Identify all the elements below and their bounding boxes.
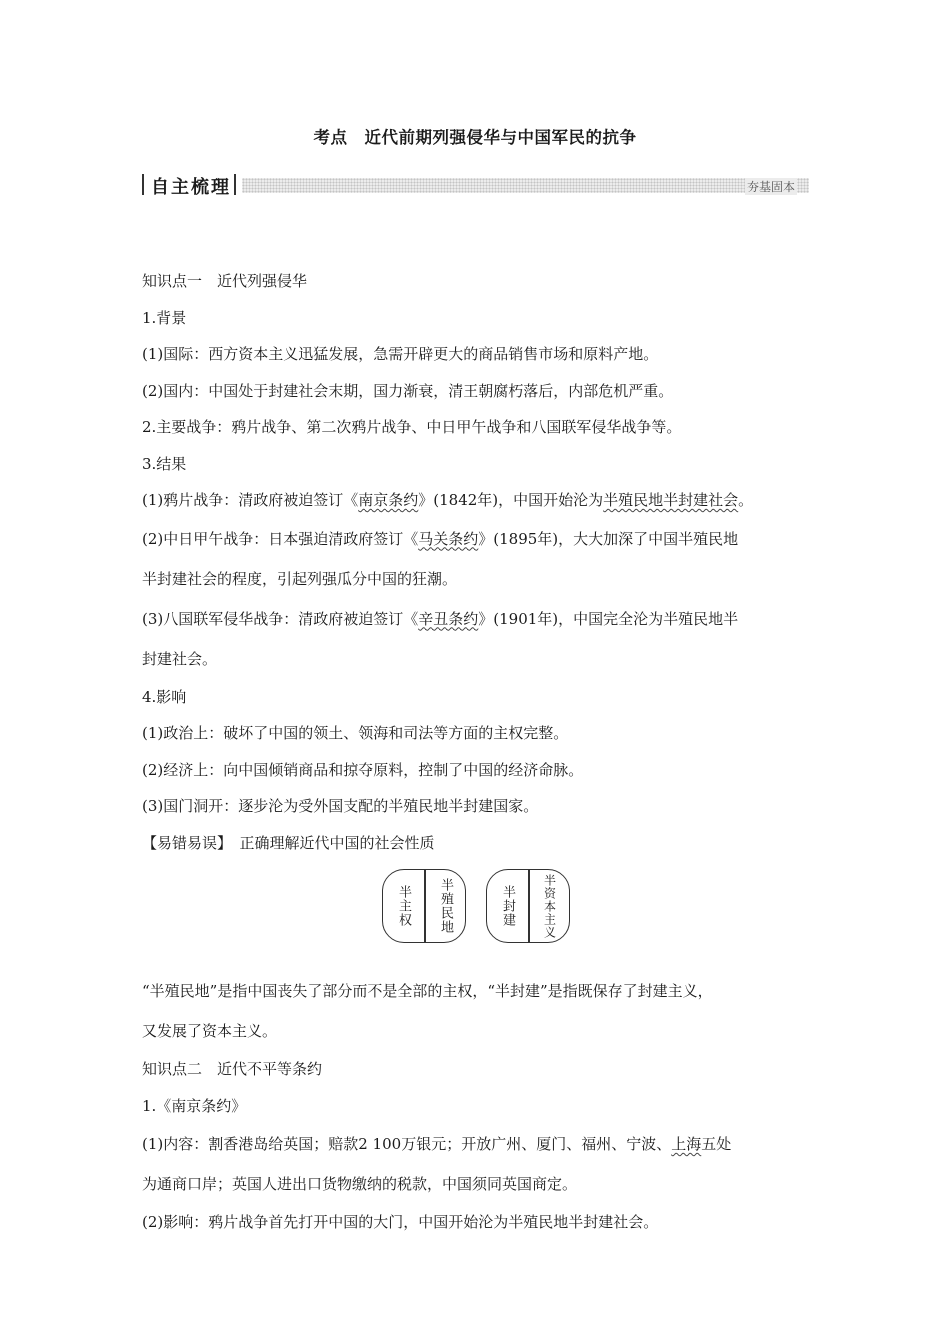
text-line: 1.《南京条约》 <box>142 1096 247 1115</box>
underlined-term: 半殖民地半封建社会 <box>603 491 739 509</box>
text-line: 为通商口岸；英国人进出口货物缴纳的税款，中国须同英国商定。 <box>142 1175 578 1193</box>
banner-dotted-strip <box>242 178 809 193</box>
text-line: “半殖民地”是指中国丧失了部分而不是全部的主权，“半封建”是指既保存了封建主义， <box>142 982 713 1000</box>
text-line: (2)经济上：向中国倾销商品和掠夺原料，控制了中国的经济命脉。 <box>142 760 584 779</box>
society-nature-diagram <box>142 861 814 971</box>
text-line: 3.结果 <box>142 454 187 473</box>
treaty-name: 辛丑条约 <box>418 609 479 628</box>
section-banner <box>142 173 809 197</box>
banner-bar-left <box>142 174 144 195</box>
text-line: (3)国门洞开：逐步沦为受外国支配的半殖民地半封建国家。 <box>142 797 539 815</box>
banner-tag: 夯基固本 <box>746 180 795 194</box>
text-line: 封建社会。 <box>142 649 218 668</box>
text-line: 2.主要战争：鸦片战争、第二次鸦片战争、中日甲午战争和八国联军侵华战争等。 <box>142 418 682 436</box>
heading-kp2: 知识点二 近代不平等条约 <box>142 1060 323 1078</box>
text-line: 半封建社会的程度，引起列强瓜分中国的狂潮。 <box>142 569 458 588</box>
treaty-name: 马关条约 <box>418 529 479 548</box>
text-line: 【易错易误】 正确理解近代中国的社会性质 <box>142 833 435 852</box>
text-line: (3)八国联军侵华战争：清政府被迫签订《辛丑条约》(1901年)，中国完全沦为半殖民地半 <box>142 609 739 628</box>
banner-label: 自主梳理 <box>151 177 231 198</box>
diagram-label: 半主权 <box>396 885 411 927</box>
diagram-label: 半殖民地 <box>438 878 453 934</box>
main-content <box>142 263 814 1241</box>
text-line: (1)内容：割香港岛给英国；赔款2 100万银元；开放广州、厦门、福州、宁波、上海五处 <box>142 1135 732 1153</box>
text-line: 又发展了资本主义。 <box>142 1022 278 1040</box>
text-line: (1)鸦片战争：清政府被迫签订《南京条约》(1842年)，中国开始沦为半殖民地半封建社会。 <box>142 491 754 509</box>
text-line: (2)国内：中国处于封建社会末期，国力渐衰，清王朝腐朽落后，内部危机严重。 <box>142 381 674 400</box>
semi-colonial-box <box>382 869 466 943</box>
underlined-term: 上海 <box>671 1135 702 1153</box>
page-title: 考点 近代前期列强侵华与中国军民的抗争 <box>313 128 637 147</box>
text-line: (1)国际：西方资本主义迅猛发展，急需开辟更大的商品销售市场和原料产地。 <box>142 345 659 363</box>
banner-bar-right <box>234 174 236 195</box>
heading-kp1: 知识点一 近代列强侵华 <box>142 272 308 290</box>
diagram-label: 半资本主义 <box>542 873 557 939</box>
text-line: 4.影响 <box>142 687 187 706</box>
text-line: (2)中日甲午战争：日本强迫清政府签订《马关条约》(1895年)，大大加深了中国半殖民地 <box>142 529 739 548</box>
treaty-name: 南京条约 <box>358 491 419 509</box>
text-line: (2)影响：鸦片战争首先打开中国的大门，中国开始沦为半殖民地半封建社会。 <box>142 1213 659 1231</box>
text-line: (1)政治上：破坏了中国的领土、领海和司法等方面的主权完整。 <box>142 724 569 742</box>
text-line: 1.背景 <box>142 308 187 327</box>
diagram-label: 半封建 <box>500 885 515 927</box>
semi-feudal-box <box>486 869 570 943</box>
